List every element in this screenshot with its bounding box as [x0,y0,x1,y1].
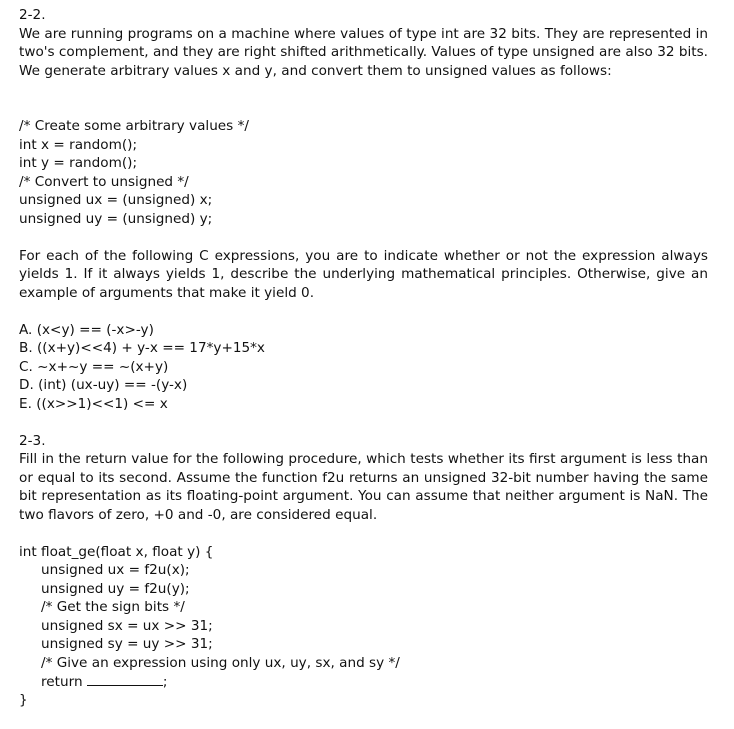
code-line: unsigned uy = f2u(y); [41,580,190,597]
code-line: unsigned uy = (unsigned) y; [19,210,213,227]
expression-item: B. ((x+y)<<4) + y-x == 17*y+15*x [19,340,265,356]
problem-2-2-code [19,117,708,228]
code-line: /* Give an expression using only ux, uy, sx, and sy */ [41,654,400,671]
problem-2-2-intro: We are running programs on a machine where values of type int are 32 bits. They are represented in two's complement, and they are right shifted arithmetically. Values of type unsigned are also 32 bits. We generate arbitrary values x and y, and convert them to unsigned values as follows: [19,25,708,79]
code-line: int float_ge(float x, float y) { [19,543,214,560]
expression-item: A. (x<y) == (-x>-y) [19,321,154,338]
code-line: unsigned ux = (unsigned) x; [19,192,213,208]
code-line: int x = random(); [19,136,138,153]
code-line: } [19,691,28,708]
return-semicolon: ; [162,674,168,690]
problem-2-2-items [19,321,708,414]
problem-2-3-heading: 2-3. [19,432,46,449]
code-line: /* Get the sign bits */ [41,599,185,615]
problem-2-2-instructions: For each of the following C expressions, you are to indicate whether or not the expression always yields 1. If it always yields 1, describe the underlying mathematical principles. Otherwise, give an example of arguments that make it yield 0. [19,247,708,301]
return-line [19,672,708,691]
code-line: unsigned sy = uy >> 31; [41,636,213,652]
problem-2-2-heading: 2-2. [19,7,46,23]
code-line: /* Convert to unsigned */ [19,173,189,190]
expression-item: D. (int) (ux-uy) == -(y-x) [19,377,188,393]
problem-2-3-intro: Fill in the return value for the following procedure, which tests whether its first argument is less than or equal to its second. Assume the function f2u returns an unsigned 32-bit number having the same bit representation as its floating-point argument. You can assume that neither argument is NaN. The two flavors of zero, +0 and -0, are considered equal. [19,451,708,523]
document-page [19,6,708,709]
return-keyword: return [41,674,83,690]
code-line: int y = random(); [19,155,138,171]
expression-item: E. ((x>>1)<<1) <= x [19,395,168,412]
code-line: unsigned sx = ux >> 31; [41,617,213,634]
answer-blank[interactable] [87,672,163,686]
problem-2-3-code [19,543,708,710]
code-line: /* Create some arbitrary values */ [19,118,249,134]
expression-item: C. ~x+~y == ~(x+y) [19,358,169,375]
code-line: unsigned ux = f2u(x); [41,562,190,578]
